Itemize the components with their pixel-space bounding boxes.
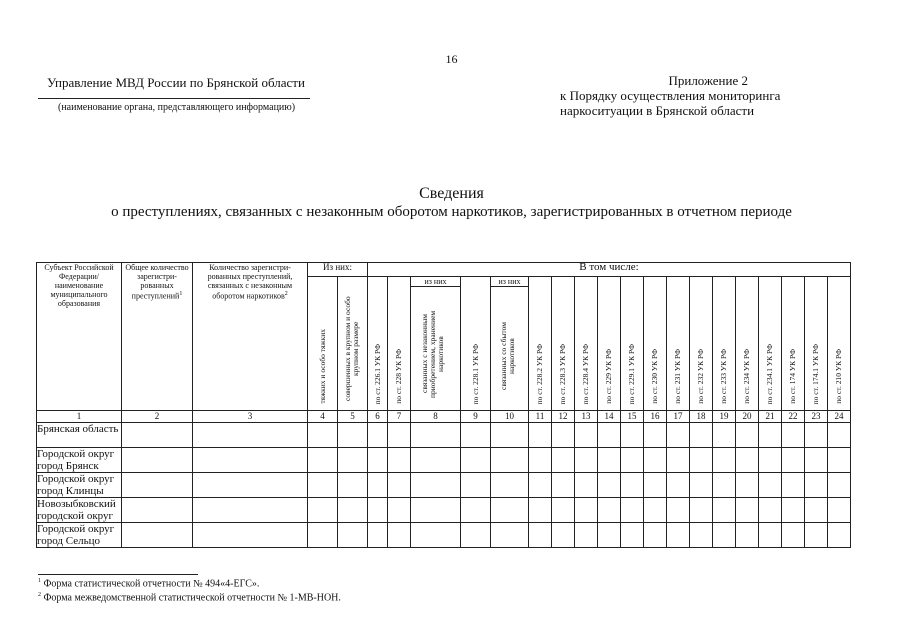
column-number-row: [37, 411, 851, 423]
table-cell: [598, 523, 621, 548]
header-col-5: совершенных в крупном и особо крупном размере: [338, 277, 368, 411]
table-cell: [491, 448, 529, 473]
table-cell: [621, 473, 644, 498]
column-number: 12: [552, 411, 575, 423]
table-cell: [782, 498, 805, 523]
table-cell: [736, 448, 759, 473]
header-col-11: по ст. 228.2 УК РФ: [529, 277, 552, 411]
table-cell: [759, 473, 782, 498]
table-cell: [122, 448, 193, 473]
header-drug-crimes-text: Количество зарегистри-рованных преступлений, связанных с незаконным оборотом наркотиков: [207, 263, 293, 301]
table-cell: [736, 523, 759, 548]
table-cell: [736, 473, 759, 498]
table-cell: [461, 473, 491, 498]
table-cell: [667, 423, 690, 448]
table-cell: [552, 423, 575, 448]
table-cell: [667, 498, 690, 523]
appendix-line-1: Приложение 2: [668, 73, 748, 88]
table-row: [37, 498, 851, 523]
table-cell: [690, 523, 713, 548]
table-cell: [491, 423, 529, 448]
table-cell: [338, 423, 368, 448]
table-cell: [690, 423, 713, 448]
table-cell: [782, 423, 805, 448]
table-cell: [122, 423, 193, 448]
column-number: 9: [461, 411, 491, 423]
table-cell: [529, 498, 552, 523]
table-cell: [575, 498, 598, 523]
table-cell: [736, 423, 759, 448]
row-label: Городской округ город Брянск: [37, 448, 122, 473]
table-cell: [713, 448, 736, 473]
table-cell: [122, 498, 193, 523]
footnote-1-mark: 1: [38, 578, 41, 584]
organization-name: Управление МВД России по Брянской области: [47, 75, 305, 90]
table-cell: [644, 523, 667, 548]
column-number: 1: [37, 411, 122, 423]
footnote-2: [38, 592, 341, 603]
header-col-20: по ст. 234 УК РФ: [736, 277, 759, 411]
footnote-mark-2: 2: [284, 291, 288, 297]
header-subject: [37, 263, 122, 411]
header-col-7: по ст. 228 УК РФ: [388, 277, 411, 411]
table-cell: [388, 423, 411, 448]
table-cell: [828, 523, 851, 548]
table-cell: [621, 448, 644, 473]
table-cell: [598, 473, 621, 498]
table-cell: [828, 423, 851, 448]
footnote-1-text: Форма статистической отчетности № 494«4-ЕГС».: [43, 578, 260, 590]
header-col-10: связанных со сбытом наркотиков: [491, 287, 529, 411]
column-number: 21: [759, 411, 782, 423]
table-cell: [529, 423, 552, 448]
table-cell: [759, 498, 782, 523]
table-cell: [736, 498, 759, 523]
table-cell: [338, 498, 368, 523]
column-number: 13: [575, 411, 598, 423]
table-cell: [667, 523, 690, 548]
column-number: 5: [338, 411, 368, 423]
table-cell: [713, 423, 736, 448]
table-cell: [805, 423, 828, 448]
row-label: Новозыбковский городской округ: [37, 498, 122, 523]
table-cell: [461, 498, 491, 523]
column-number: 18: [690, 411, 713, 423]
table-cell: [411, 498, 461, 523]
column-number: 8: [411, 411, 461, 423]
table-cell: [667, 473, 690, 498]
table-cell: [461, 423, 491, 448]
table-cell: [621, 498, 644, 523]
row-label: Городской округ город Клинцы: [37, 473, 122, 498]
table-cell: [308, 498, 338, 523]
footnote-2-mark: 2: [38, 592, 41, 598]
footnote-2-text: Форма межведомственной статистической отчетности № 1-МВ-НОН.: [43, 592, 341, 604]
header-col-4: тяжких и особо тяжких: [308, 277, 338, 411]
table-cell: [644, 473, 667, 498]
table-cell: [308, 448, 338, 473]
table-cell: [805, 523, 828, 548]
table-cell: [529, 448, 552, 473]
table-cell: [338, 448, 368, 473]
table-cell: [411, 423, 461, 448]
row-label: Городской округ город Сельцо: [37, 523, 122, 548]
appendix-line-3: наркоситуации в Брянской области: [560, 103, 755, 118]
column-number: 10: [491, 411, 529, 423]
table-cell: [388, 473, 411, 498]
header-col-19: по ст. 233 УК РФ: [713, 277, 736, 411]
table-cell: [368, 473, 388, 498]
header-total: [122, 263, 193, 411]
header-col-13: по ст. 228.4 УК РФ: [575, 277, 598, 411]
header-col-8: связанных с незаконным приобретением, хранением наркотиков: [411, 287, 461, 411]
table-cell: [491, 498, 529, 523]
table-cell: [644, 423, 667, 448]
table-cell: [713, 523, 736, 548]
table-cell: [621, 523, 644, 548]
column-number: 4: [308, 411, 338, 423]
table-cell: [713, 498, 736, 523]
table-cell: [193, 448, 308, 473]
page-number: 16: [445, 52, 458, 66]
table-cell: [411, 448, 461, 473]
header-col-18: по ст. 232 УК РФ: [690, 277, 713, 411]
table-cell: [575, 423, 598, 448]
table-cell: [782, 448, 805, 473]
header-col-15: по ст. 229.1 УК РФ: [621, 277, 644, 411]
header-including: В том числе:: [368, 263, 851, 277]
column-number: 17: [667, 411, 690, 423]
table-cell: [122, 473, 193, 498]
column-number: 23: [805, 411, 828, 423]
header-col-23: по ст. 174.1 УК РФ: [805, 277, 828, 411]
header-col-16: по ст. 230 УК РФ: [644, 277, 667, 411]
column-number: 2: [122, 411, 193, 423]
table-cell: [529, 523, 552, 548]
table-cell: [828, 448, 851, 473]
table-cell: [368, 448, 388, 473]
table-cell: [193, 498, 308, 523]
table-cell: [690, 473, 713, 498]
column-number: 15: [621, 411, 644, 423]
column-number: 22: [782, 411, 805, 423]
column-number: 3: [193, 411, 308, 423]
header-subject-text: Субъект Российской Федерации/ наименование муниципального образования: [44, 263, 114, 308]
header-col-12: по ст. 228.3 УК РФ: [552, 277, 575, 411]
table-cell: [759, 423, 782, 448]
table-cell: [575, 448, 598, 473]
table-cell: [644, 448, 667, 473]
table-cell: [552, 448, 575, 473]
header-total-text: Общее количество зарегистри-рованных преступлений: [125, 263, 189, 301]
table-cell: [368, 498, 388, 523]
table-cell: [805, 448, 828, 473]
table-cell: [552, 473, 575, 498]
table-cell: [308, 473, 338, 498]
table-cell: [598, 498, 621, 523]
column-number: 19: [713, 411, 736, 423]
table-cell: [193, 423, 308, 448]
header-col-14: по ст. 229 УК РФ: [598, 277, 621, 411]
appendix-note: [560, 73, 860, 118]
table-cell: [193, 473, 308, 498]
footnote-mark-1: 1: [179, 291, 183, 297]
table-cell: [411, 473, 461, 498]
table-cell: [491, 523, 529, 548]
organization-underline: [38, 98, 310, 99]
table-cell: [644, 498, 667, 523]
header-col-24: по ст. 210 УК РФ: [828, 277, 851, 411]
document-title: Сведения: [419, 185, 484, 202]
header-drug-crimes: [193, 263, 308, 411]
table-cell: [368, 523, 388, 548]
table-cell: [713, 473, 736, 498]
table-cell: [598, 448, 621, 473]
table-cell: [805, 473, 828, 498]
column-number: 24: [828, 411, 851, 423]
table-cell: [759, 523, 782, 548]
header-col-6: по ст. 226.1 УК РФ: [368, 277, 388, 411]
table-cell: [308, 423, 338, 448]
table-cell: [782, 523, 805, 548]
table-cell: [690, 448, 713, 473]
table-cell: [529, 473, 552, 498]
header-col-22: по ст. 174 УК РФ: [782, 277, 805, 411]
table-cell: [122, 523, 193, 548]
report-table: [36, 262, 851, 548]
table-cell: [411, 523, 461, 548]
column-number: 16: [644, 411, 667, 423]
table-cell: [828, 473, 851, 498]
table-cell: [388, 523, 411, 548]
table-cell: [461, 448, 491, 473]
table-cell: [759, 448, 782, 473]
document-subtitle: о преступлениях, связанных с незаконным оборотом наркотиков, зарегистрированных в отчетном периоде: [111, 204, 792, 220]
header-col-9: по ст. 228.1 УК РФ: [461, 277, 491, 411]
table-row: [37, 423, 851, 448]
table-cell: [552, 498, 575, 523]
table-cell: [621, 423, 644, 448]
header-col-21: по ст. 234.1 УК РФ: [759, 277, 782, 411]
table-cell: [828, 498, 851, 523]
organization-caption: (наименование органа, представляющего информацию): [58, 102, 296, 113]
footnote-1: [38, 578, 259, 589]
appendix-line-2: к Порядку осуществления мониторинга: [560, 88, 781, 103]
column-number: 20: [736, 411, 759, 423]
table-cell: [368, 423, 388, 448]
row-label: Брянская область: [37, 423, 122, 448]
table-row: [37, 523, 851, 548]
column-number: 6: [368, 411, 388, 423]
table-cell: [805, 498, 828, 523]
footnote-separator: [38, 574, 198, 575]
table-cell: [552, 523, 575, 548]
table-cell: [461, 523, 491, 548]
table-cell: [388, 448, 411, 473]
table-cell: [338, 473, 368, 498]
header-of-them: Из них:: [308, 263, 368, 277]
table-row: [37, 473, 851, 498]
table-cell: [690, 498, 713, 523]
table-cell: [338, 523, 368, 548]
table-cell: [308, 523, 338, 548]
table-cell: [193, 523, 308, 548]
table-cell: [667, 448, 690, 473]
table-row: [37, 448, 851, 473]
header-col-17: по ст. 231 УК РФ: [667, 277, 690, 411]
table-cell: [491, 473, 529, 498]
table-cell: [575, 473, 598, 498]
table-cell: [575, 523, 598, 548]
column-number: 11: [529, 411, 552, 423]
header-of-them-small-2: из них: [491, 277, 529, 287]
table-cell: [782, 473, 805, 498]
table-cell: [388, 498, 411, 523]
column-number: 7: [388, 411, 411, 423]
header-of-them-small-1: из них: [411, 277, 461, 287]
table-cell: [598, 423, 621, 448]
column-number: 14: [598, 411, 621, 423]
